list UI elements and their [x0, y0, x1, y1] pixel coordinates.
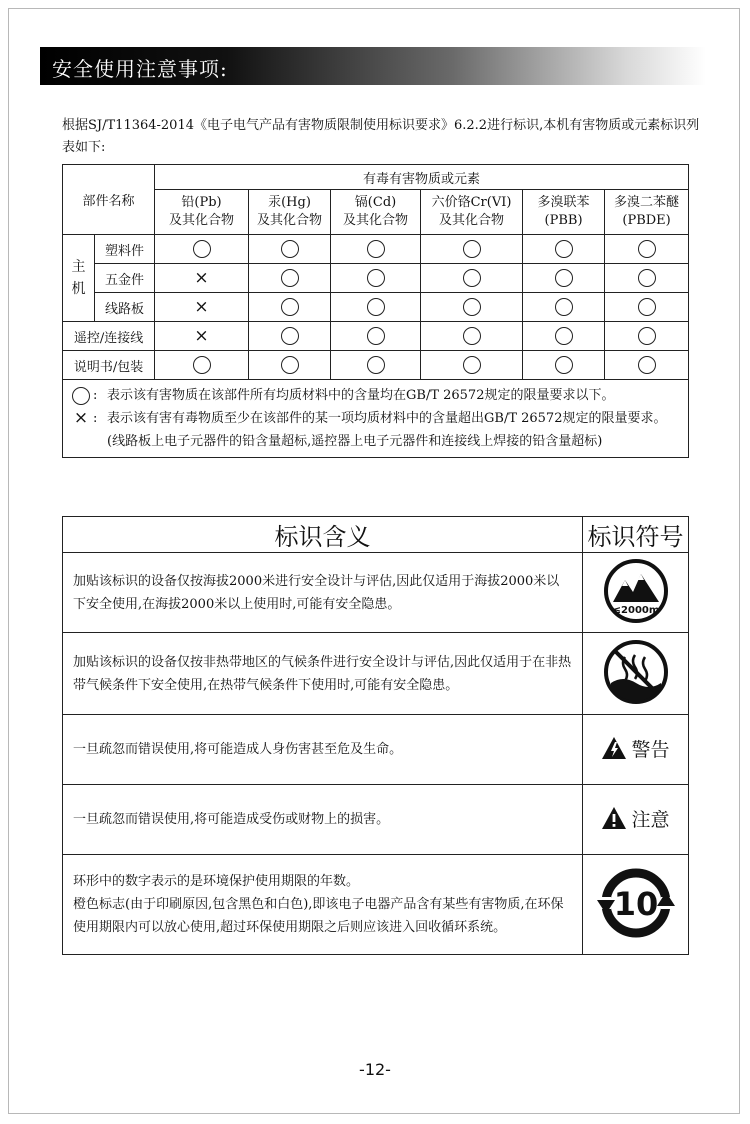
- mark-cell: [155, 322, 249, 351]
- table-row: [63, 633, 689, 715]
- mark-cell: [523, 351, 605, 380]
- mark-cell: [155, 235, 249, 264]
- mark-cell: [421, 235, 523, 264]
- host-group-label: 主 机: [63, 235, 95, 322]
- mark-cell: [249, 293, 331, 322]
- circle-icon: [638, 240, 656, 258]
- column-header-chromium: 六价铬Cr(VI) 及其化合物: [421, 190, 523, 235]
- cross-icon: ×: [194, 268, 209, 288]
- mark-cell: [155, 293, 249, 322]
- mark-cell: [605, 264, 689, 293]
- part-name-header: 部件名称: [63, 165, 155, 235]
- mark-cell: [249, 235, 331, 264]
- mark-cell: [605, 322, 689, 351]
- circle-icon: [555, 327, 573, 345]
- table-row: [63, 264, 689, 293]
- circle-icon: [463, 269, 481, 287]
- table-row: [63, 553, 689, 633]
- part-name: 塑料件: [95, 235, 155, 264]
- altitude-description: 加贴该标识的设备仅按海拔2000米进行安全设计与评估,因此仅适用于海拔2000米以下安全使用,在海拔2000米以上使用时,可能有安全隐患。: [63, 553, 583, 633]
- circle-icon: [281, 356, 299, 374]
- table-row: [63, 351, 689, 380]
- note-ok: : 表示该有害物质在该部件所有均质材料中的含量均在GB/T 26572规定的限量要求以下。: [69, 384, 682, 407]
- altitude-symbol-cell: [583, 553, 689, 633]
- table-row: [63, 322, 689, 351]
- circle-icon: [638, 269, 656, 287]
- warning-description: 一旦疏忽而错误使用,将可能造成人身伤害甚至危及生命。: [63, 715, 583, 785]
- circle-icon: [638, 298, 656, 316]
- column-header-cadmium: 镉(Cd) 及其化合物: [331, 190, 421, 235]
- circle-icon: [463, 240, 481, 258]
- circle-icon: [281, 240, 299, 258]
- section-title-bar: [40, 47, 706, 85]
- circle-icon: [638, 327, 656, 345]
- non-tropical-icon: [603, 639, 669, 705]
- altitude-icon: [603, 558, 669, 624]
- mark-cell: [421, 351, 523, 380]
- page-number: -12-: [359, 1060, 391, 1079]
- cross-icon: ×: [73, 408, 89, 428]
- intro-paragraph: 根据SJ/T11364-2014《电子电气产品有害物质限制使用标识要求》6.2.2进行标识,本机有害物质或元素标识列表如下:: [62, 118, 700, 155]
- circle-icon: [193, 240, 211, 258]
- svg-text:≤2000m: ≤2000m: [612, 604, 659, 616]
- mark-cell: [331, 322, 421, 351]
- mark-cell: [331, 351, 421, 380]
- mark-cell: [523, 264, 605, 293]
- mark-cell: [605, 235, 689, 264]
- mark-cell: [331, 264, 421, 293]
- mark-cell: [523, 235, 605, 264]
- mark-cell: [605, 351, 689, 380]
- cross-icon: ×: [194, 297, 209, 317]
- circle-icon: [463, 356, 481, 374]
- tropical-description: 加贴该标识的设备仅按非热带地区的气候条件进行安全设计与评估,因此仅适用于在非热带气候条件下安全使用,在热带气候条件下使用时,可能有安全隐患。: [63, 633, 583, 715]
- table-row: [63, 715, 689, 785]
- circle-icon: [555, 240, 573, 258]
- circle-icon: [281, 269, 299, 287]
- mark-cell: [421, 322, 523, 351]
- column-header-pbb: 多溴联苯 (PBB): [523, 190, 605, 235]
- meaning-header: 标识含义: [63, 517, 583, 553]
- column-header-mercury: 汞(Hg) 及其化合物: [249, 190, 331, 235]
- epup-symbol-cell: [583, 855, 689, 955]
- symbol-header: 标识符号: [583, 517, 689, 553]
- caution-description: 一旦疏忽而错误使用,将可能造成受伤或财物上的损害。: [63, 785, 583, 855]
- tropical-symbol-cell: [583, 633, 689, 715]
- circle-icon: [463, 298, 481, 316]
- column-header-pbde: 多溴二苯醚 (PBDE): [605, 190, 689, 235]
- part-name: 遥控/连接线: [63, 322, 155, 351]
- circle-icon: [463, 327, 481, 345]
- circle-icon: [638, 356, 656, 374]
- mark-cell: [249, 322, 331, 351]
- mark-cell: [421, 264, 523, 293]
- high-voltage-warning-icon: [601, 736, 627, 760]
- epup-description: 环形中的数字表示的是环境保护使用期限的年数。 橙色标志(由于印刷原因,包含黑色和白色),即该电子电器产品含有某些有害物质,在环保使用期限内可以放心使用,超过环保使用期限之后则应该进入回收循环系统。: [63, 855, 583, 955]
- table-row: [63, 235, 689, 264]
- table-row: [63, 855, 689, 955]
- mark-cell: [249, 264, 331, 293]
- mark-cell: [331, 235, 421, 264]
- circle-icon: [367, 240, 385, 258]
- circle-icon: [281, 327, 299, 345]
- column-header-lead: 铅(Pb) 及其化合物: [155, 190, 249, 235]
- mark-cell: [249, 351, 331, 380]
- circle-icon: [367, 356, 385, 374]
- legend-notes: [63, 380, 689, 458]
- mark-cell: [523, 293, 605, 322]
- circle-icon: [367, 298, 385, 316]
- mark-cell: [605, 293, 689, 322]
- warning-sign: 警告: [601, 735, 669, 762]
- exclamation-warning-icon: [601, 806, 627, 830]
- table-row: [63, 785, 689, 855]
- cross-icon: ×: [194, 326, 209, 346]
- note-exceed: × : 表示该有害有毒物质至少在该部件的某一项均质材料中的含量超出GB/T 26572规定的限量要求。(线路板上电子元器件的铅含量超标,遥控器上电子元器件和连接线上焊接的铅含量超标): [69, 407, 682, 453]
- mark-cell: [155, 351, 249, 380]
- circle-icon: [69, 384, 93, 407]
- svg-text:10: 10: [613, 884, 658, 923]
- circle-icon: [367, 269, 385, 287]
- hazard-substance-table: [62, 164, 689, 458]
- part-name: 五金件: [95, 264, 155, 293]
- mark-cell: [331, 293, 421, 322]
- warning-symbol-cell: [583, 715, 689, 785]
- environmental-protection-period-icon: [593, 860, 679, 946]
- circle-icon: [555, 269, 573, 287]
- table-row: [63, 293, 689, 322]
- mark-cell: [155, 264, 249, 293]
- mark-cell: [523, 322, 605, 351]
- marks-table: [62, 516, 689, 955]
- part-name: 说明书/包装: [63, 351, 155, 380]
- section-title: 安全使用注意事项:: [52, 57, 228, 81]
- part-name: 线路板: [95, 293, 155, 322]
- caution-symbol-cell: [583, 785, 689, 855]
- circle-icon: [367, 327, 385, 345]
- caution-sign: 注意: [601, 805, 669, 832]
- substance-group-header: 有毒有害物质或元素: [155, 165, 689, 190]
- circle-icon: [555, 356, 573, 374]
- circle-icon: [281, 298, 299, 316]
- circle-icon: [555, 298, 573, 316]
- circle-icon: [193, 356, 211, 374]
- mark-cell: [421, 293, 523, 322]
